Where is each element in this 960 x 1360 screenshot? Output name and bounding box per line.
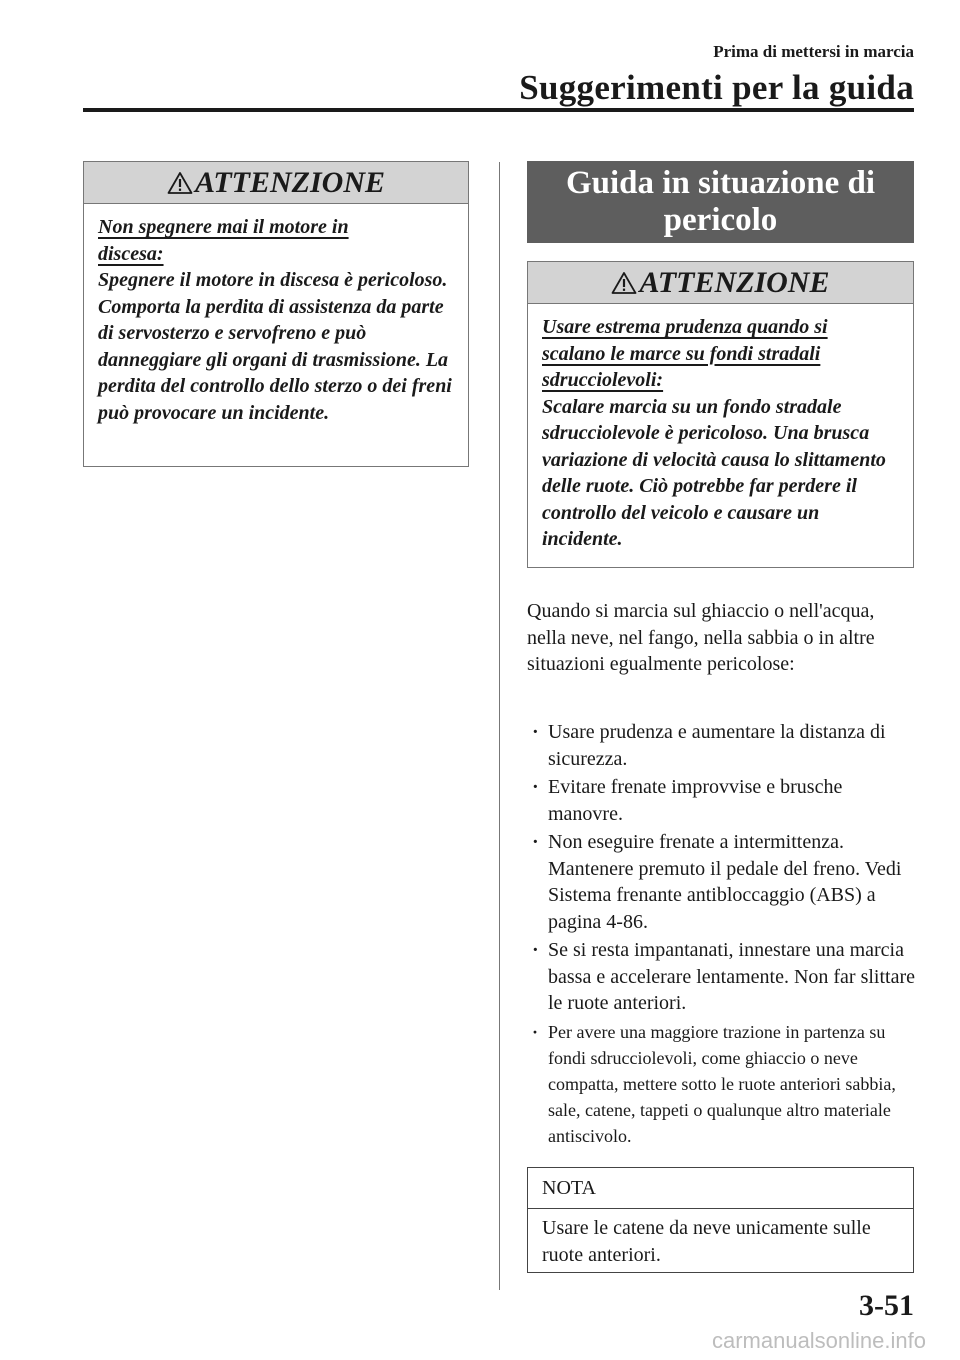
warning-header	[528, 262, 913, 304]
list-item: · Usare prudenza e aumentare la distanza di sicurezza.	[527, 719, 917, 772]
intro-paragraph: Quando si marcia sul ghiaccio o nell'acqua, nella neve, nel fango, nella sabbia o in altre situazioni egualmente pericolose:	[527, 600, 875, 675]
warning-heading: ATTENZIONE	[194, 165, 386, 199]
tips-list	[527, 719, 917, 1151]
list-item: · Se si resta impantanati, innestare una marcia bassa e accelerare lentamente. Non far slittare le ruote anteriori.	[527, 937, 917, 1017]
warning-box-downshift	[527, 261, 914, 568]
warning-triangle-icon	[167, 171, 193, 195]
page-header	[519, 42, 914, 108]
list-item: · Non eseguire frenate a intermittenza. Mantenere premuto il pedale del freno. Vedi Sistema frenante antibloccaggio (ABS) a pagina 4-86.	[527, 829, 917, 935]
note-box	[527, 1167, 914, 1273]
list-item: · Per avere una maggiore trazione in partenza su fondi sdrucciolevoli, come ghiaccio o neve compatta, mettere sotto le ruote anteriori sabbia, sale, catene, tappeti o qualunque altro materiale antiscivolo.	[527, 1019, 917, 1149]
list-item: · Evitare frenate improvvise e brusche manovre.	[527, 774, 917, 827]
warning-subtitle: sdrucciolevoli:	[542, 369, 664, 391]
watermark: carmanualsonline.info	[711, 1328, 926, 1353]
page-number: 3-51	[859, 1289, 914, 1322]
warning-subtitle: discesa:	[98, 242, 164, 265]
warning-header	[84, 162, 468, 204]
warning-subtitle: scalano le marce su fondi stradali	[542, 342, 821, 365]
warning-subtitle: Usare estrema prudenza quando si	[542, 316, 828, 338]
warning-box-engine	[83, 161, 469, 467]
warning-heading: ATTENZIONE	[639, 265, 830, 299]
warning-subtitle: Non spegnere mai il motore in	[98, 216, 349, 238]
note-body: Usare le catene da neve unicamente sulle ruote anteriori.	[542, 1217, 871, 1266]
section-title-line: Guida in situazione di	[565, 165, 875, 201]
warning-body	[84, 204, 468, 440]
section-title-line: pericolo	[663, 202, 778, 238]
header-section: Prima di mettersi in marcia	[713, 42, 914, 61]
header-title: Suggerimenti per la guida	[519, 68, 914, 107]
section-title	[527, 161, 914, 243]
column-divider	[499, 162, 500, 1290]
header-rule	[83, 108, 914, 112]
note-heading: NOTA	[528, 1168, 913, 1209]
warning-text: Spegnere il motore in discesa è pericoloso. Comporta la perdita di assistenza da parte di servosterzo e servofreno e può danneggiare gli organi di trasmissione. La perdita del controllo dello sterzo o dei freni può provocare un incidente.	[98, 269, 452, 424]
warning-body	[528, 304, 913, 567]
warning-text: Scalare marcia su un fondo stradale sdrucciolevole è pericoloso. Una brusca variazione di velocità causa lo slittamento delle ruote. Ciò potrebbe far perdere il controllo del veicolo e causare un incidente.	[542, 395, 886, 550]
warning-triangle-icon	[611, 271, 637, 295]
